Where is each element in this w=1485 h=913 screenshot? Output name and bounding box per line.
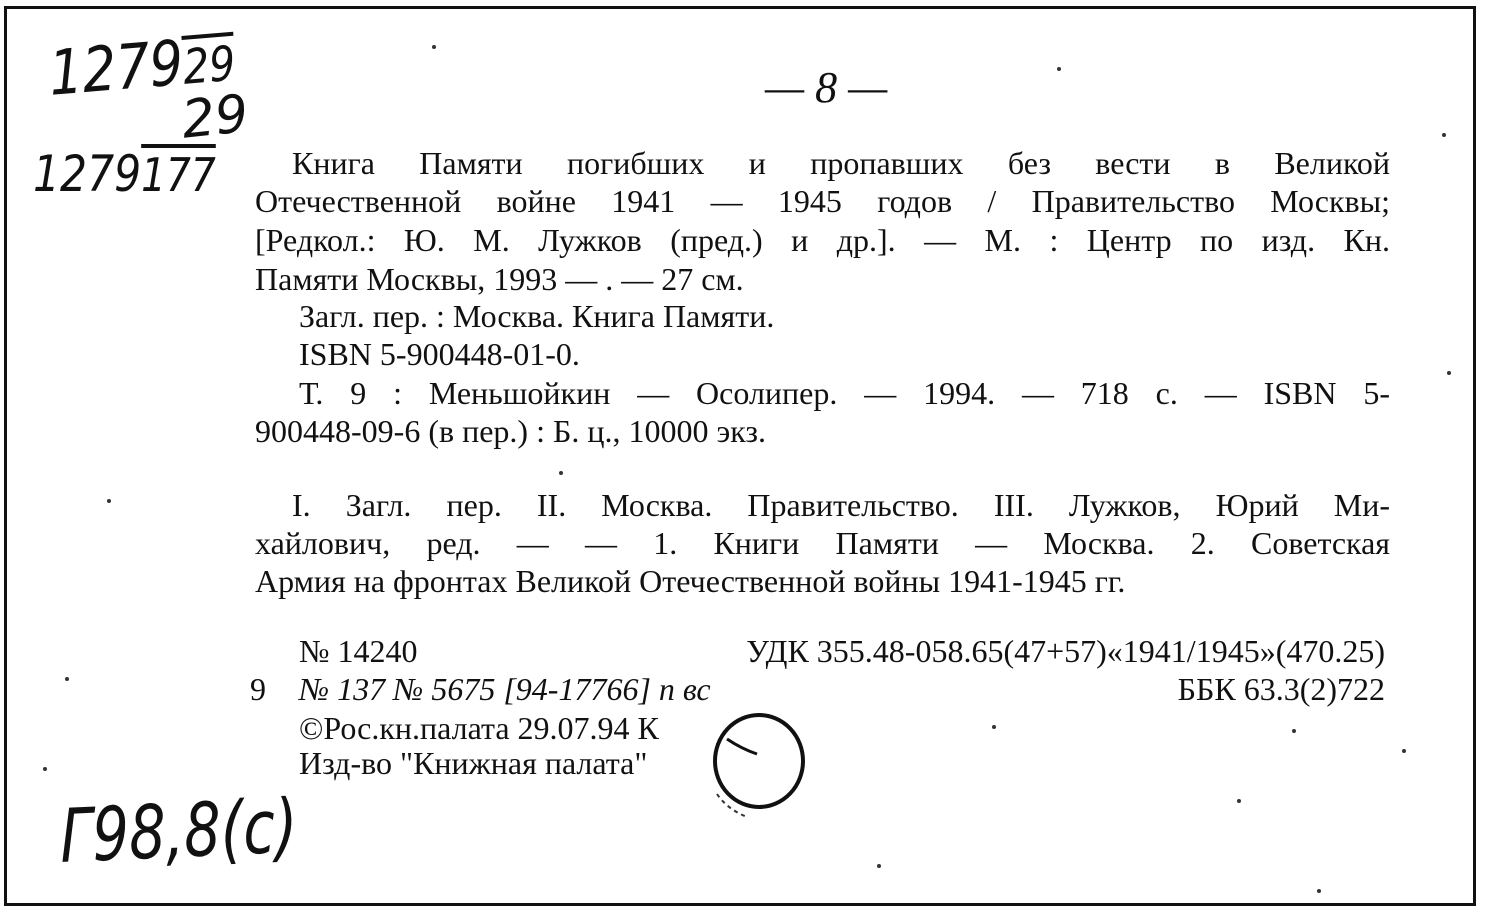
catalog-card — [4, 6, 1476, 906]
udk-code: УДК 355.48-058.65(47+57)«1941/1945»(470.25) — [746, 633, 1385, 669]
stamp-mark — [697, 699, 827, 829]
handwritten-shelfmark-sub — [179, 84, 251, 151]
scan-speck — [432, 45, 436, 49]
bbk-code: ББК 63.3(2)722 — [1177, 671, 1385, 707]
publisher-line: Изд-во "Книжная палата" — [299, 745, 648, 781]
scan-speck — [1237, 799, 1241, 803]
scan-speck — [43, 767, 47, 771]
scan-speck — [107, 499, 111, 503]
handwritten-top-sub: 29 — [181, 35, 237, 96]
handwritten-top-number: 1279 — [47, 25, 186, 110]
scan-speck — [1442, 133, 1446, 137]
handwritten-sub-number: 29 — [179, 84, 252, 151]
handwritten-second-sub: 177 — [141, 148, 216, 202]
page-number: — 8 — — [765, 63, 888, 112]
handwritten-classification: Г98,8(с) — [59, 783, 299, 880]
isbn-general: ISBN 5-900448-01-0. — [299, 336, 580, 372]
entry-line-1: Книга Памяти погибших и пропавших без вести в Великой — [292, 145, 1390, 181]
subjects-line-1: I. Загл. пер. II. Москва. Правительство. III. Лужков, Юрий Ми- — [292, 487, 1390, 523]
entry-line-4: Памяти Москвы, 1993 — . — 27 см. — [255, 261, 744, 297]
entry-line-3: [Редкол.: Ю. М. Лужков (пред.) и др.]. — М. : Центр по изд. Кн. — [255, 222, 1390, 258]
footer-prefix: 9 — [250, 671, 266, 707]
handwritten-second-number: 1279 — [33, 145, 142, 203]
handwritten-shelfmark-second — [33, 145, 216, 203]
copyright-line: ©Рос.кн.палата 29.07.94 К — [299, 710, 659, 746]
scan-speck — [65, 677, 69, 681]
volume-line-1: Т. 9 : Меньшойкин — Осолипер. — 1994. — 718 с. — ISBN 5- — [299, 375, 1390, 411]
volume-line-2: 900448-09-6 (в пер.) : Б. ц., 10000 экз. — [255, 413, 766, 449]
parallel-title: Загл. пер. : Москва. Книга Памяти. — [299, 298, 775, 334]
subjects-line-2: хайлович, ред. — — 1. Книги Памяти — Москва. 2. Советская — [255, 525, 1390, 561]
entry-line-2: Отечественной войне 1941 — 1945 годов / Правительство Москвы; — [255, 183, 1390, 219]
scan-speck — [877, 864, 881, 868]
scan-speck — [559, 471, 563, 475]
scan-speck — [1402, 749, 1406, 753]
scan-speck — [1317, 889, 1321, 893]
scan-speck — [1057, 67, 1061, 71]
scan-speck — [1292, 729, 1296, 733]
scan-speck — [1447, 371, 1451, 375]
scan-speck — [992, 725, 996, 729]
numbers-line: № 137 № 5675 [94-17766] п вс — [299, 671, 711, 707]
card-number: № 14240 — [299, 633, 418, 669]
subjects-line-3: Армия на фронтах Великой Отечественной войны 1941-1945 гг. — [255, 563, 1126, 599]
